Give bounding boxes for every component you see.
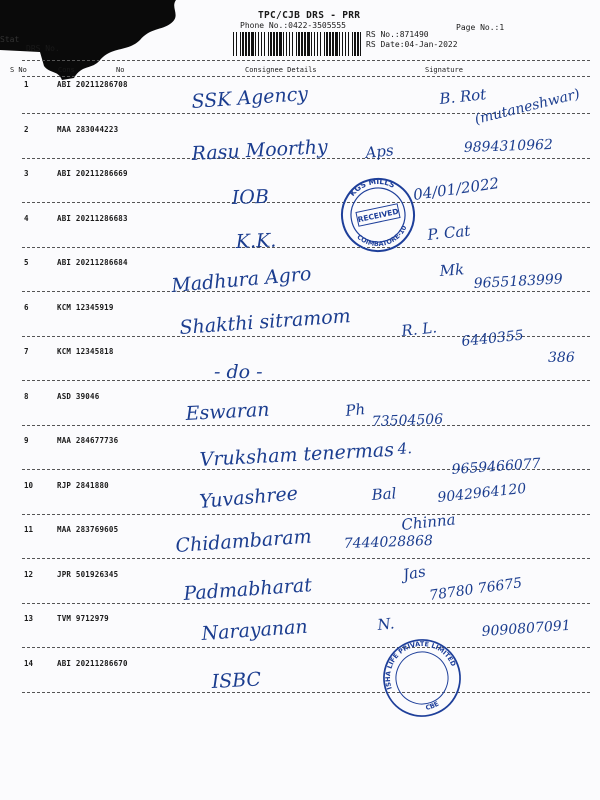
handwritten-signature: Bal	[371, 484, 397, 504]
awb-number: TVM 9712979	[57, 614, 109, 623]
handwritten-consignee: Madhura Agro	[170, 262, 313, 297]
handwritten-consignee: Narayanan	[200, 615, 309, 645]
col-header-sno: S No	[10, 66, 27, 74]
handwritten-signature: N.	[376, 614, 396, 634]
row-number: 14	[24, 658, 34, 668]
handwritten-consignee: Yuvashree	[198, 482, 299, 513]
row-number: 7	[24, 347, 29, 356]
page-number: Page No.:1	[456, 23, 505, 32]
awb-number: ABI 20211286684	[57, 258, 128, 267]
row-number: 9	[24, 436, 29, 445]
row-divider	[22, 380, 590, 381]
svg-text:KGS MILLS	[346, 173, 398, 200]
row-number: 10	[24, 480, 34, 490]
handwritten-phone: 6440355	[460, 327, 525, 350]
svg-text:ISHA LIFE PRIVATE LIMITED	[373, 629, 458, 691]
svg-text:CBE	[424, 699, 441, 712]
row-divider	[22, 202, 590, 203]
handwritten-signature: P. Cat	[426, 221, 472, 244]
torn-corner	[0, 0, 200, 80]
row-divider	[22, 291, 590, 292]
row-number: 13	[24, 614, 34, 623]
handwritten-phone: 386	[548, 350, 575, 366]
handwritten-signature: B. Rot	[438, 85, 488, 108]
row-divider	[22, 336, 590, 337]
barcode	[233, 32, 361, 56]
handwritten-consignee: K.K.	[235, 229, 277, 253]
row-number: 1	[24, 80, 29, 89]
header-divider	[22, 60, 590, 61]
handwritten-phone: 78780 76675	[428, 575, 524, 604]
row-divider	[22, 113, 590, 114]
handwritten-phone: (mutaneshwar)	[473, 86, 582, 128]
row-divider	[22, 158, 590, 159]
handwritten-consignee: Padmabharat	[182, 574, 313, 605]
handwritten-consignee: - do -	[214, 361, 263, 383]
awb-number: MAA 283769605	[57, 525, 119, 534]
row-number: 4	[24, 213, 29, 223]
awb-number: JPR 501926345	[57, 569, 119, 579]
awb-number: ABI 20211286683	[57, 213, 128, 223]
handwritten-phone: 9659466077	[451, 455, 542, 478]
row-number: 5	[24, 258, 29, 267]
col-header-no: No	[116, 66, 125, 74]
row-divider	[22, 425, 590, 426]
rs-date: RS Date:04-Jan-2022	[366, 40, 458, 49]
handwritten-consignee: Chidambaram	[174, 525, 313, 557]
awb-number: ABI 20211286670	[57, 658, 128, 668]
row-divider	[22, 469, 590, 470]
svg-text:COIMBATORE-10	[354, 223, 411, 254]
row-divider	[22, 647, 590, 648]
isha-stamp-bottom: CBE	[424, 699, 441, 712]
handwritten-consignee: Eswaran	[185, 398, 271, 425]
handwritten-phone: 9042964120	[436, 480, 528, 506]
handwritten-signature: Mk	[439, 260, 465, 280]
row-number: 6	[24, 302, 29, 312]
handwritten-signature: Chinna	[400, 510, 457, 534]
awb-number: RJP 2841880	[57, 480, 109, 490]
row-number: 8	[24, 391, 29, 401]
handwritten-signature: 04/01/2022	[412, 174, 501, 204]
handwritten-consignee: Rasu Moorthy	[191, 135, 329, 165]
kgs-stamp-center: RECEIVED	[356, 206, 400, 225]
row-divider	[22, 514, 590, 515]
row-divider	[22, 692, 590, 693]
handwritten-consignee: Vruksham tenermas	[199, 438, 395, 471]
handwritten-consignee: ISBC	[211, 668, 262, 693]
handwritten-signature: 4.	[397, 439, 413, 458]
handwritten-phone: 9655183999	[473, 271, 564, 292]
handwritten-signature: Ph	[344, 400, 367, 420]
row-number: 2	[24, 124, 29, 134]
col-header-consignment: Cons	[58, 66, 75, 74]
handwritten-phone: 9894310962	[463, 136, 554, 156]
row-number: 12	[24, 569, 34, 579]
handwritten-signature: Jas	[401, 562, 428, 584]
isha-stamp-top: ISHA LIFE PRIVATE LIMITED	[383, 639, 458, 691]
kgs-stamp-bottom: COIMBATORE-10	[355, 224, 409, 249]
handwritten-consignee: Shakthi sitramom	[178, 305, 352, 339]
rs-number: RS No.:871490	[366, 30, 429, 39]
handwritten-phone: 7444028868	[343, 532, 434, 552]
awb-number: KCM 12345818	[57, 347, 114, 356]
station-label: Stat	[0, 35, 20, 44]
awb-number: ABI 20211286669	[57, 169, 128, 178]
col-header-consignee: Consignee Details	[245, 66, 317, 74]
kgs-stamp-top: KGS MILLS	[347, 176, 397, 198]
drs-no-label: DRS No.	[26, 44, 60, 53]
awb-number: ASD 39046	[57, 391, 100, 401]
awb-number: KCM 12345919	[57, 302, 114, 312]
document-title: TPC/CJB DRS - PRR	[258, 10, 361, 21]
awb-number: MAA 284677736	[57, 436, 119, 445]
row-number: 11	[24, 525, 34, 534]
header-divider	[22, 76, 590, 77]
phone-number: Phone No.:0422-3505555	[240, 21, 346, 30]
handwritten-signature: R. L.	[400, 318, 438, 340]
handwritten-consignee: SSK Agency	[190, 82, 309, 113]
col-header-signature: Signature	[425, 66, 463, 74]
handwritten-consignee: IOB	[231, 185, 270, 209]
row-divider	[22, 558, 590, 559]
handwritten-phone: 73504506	[371, 411, 444, 430]
row-number: 3	[24, 169, 29, 178]
awb-number: ABI 20211286708	[57, 80, 128, 89]
handwritten-phone: 9090807091	[481, 617, 572, 640]
row-divider	[22, 603, 590, 604]
row-divider	[22, 247, 590, 248]
handwritten-signature: Aps	[364, 141, 395, 162]
awb-number: MAA 283044223	[57, 124, 119, 134]
